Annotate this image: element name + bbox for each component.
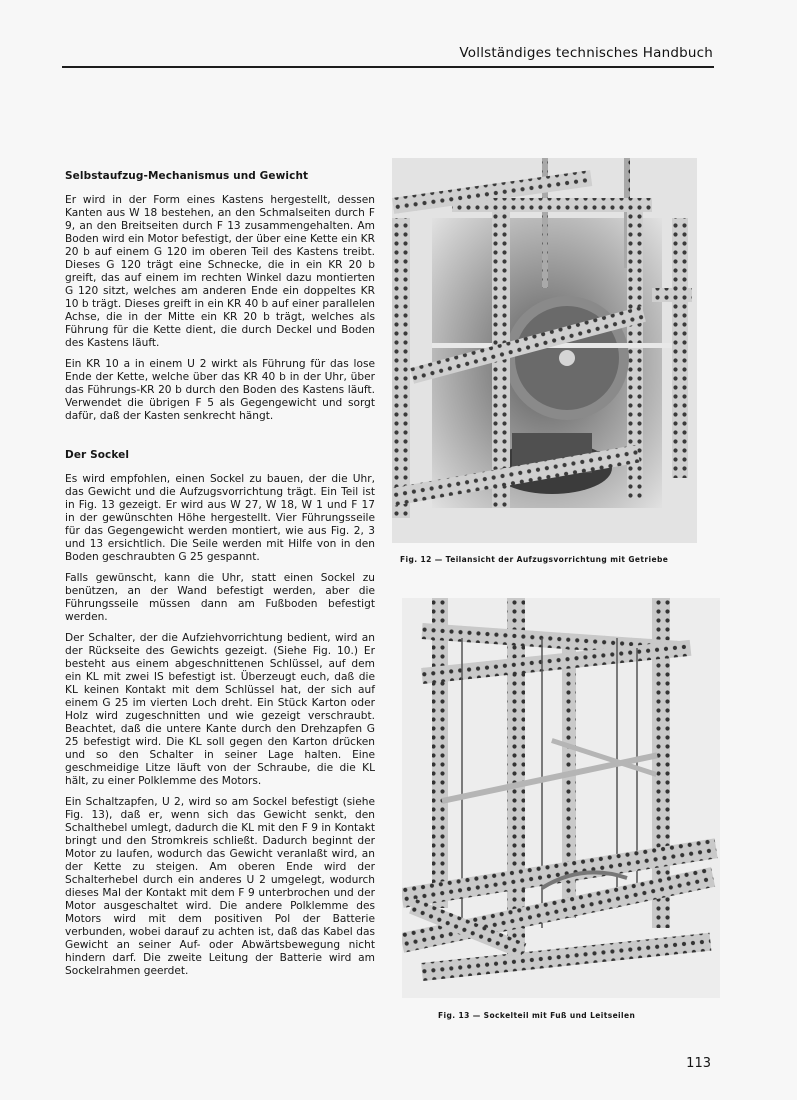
running-head-title: Vollständiges technisches Handbuch [459, 45, 713, 61]
page-number: 113 [686, 1056, 711, 1071]
paragraph: Er wird in der Form eines Kastens hergestellt, dessen Kanten aus W 18 bestehen, an den Schmalseiten durch F 9, an den Breitseiten durch F 13 zusammengehalten. Am Boden wird ein Motor befestigt, der über eine Kette ein KR 20 b auf einem G 120 im oberen Teil des Kastens treibt. Dieses G 120 trägt eine Schnecke, die in ein KR 20 b greift, das auf einem im rechten Winkel dazu montierten G 120 sitzt, welches am anderen Ende ein doppeltes KR 10 b trägt. Dieses greift in ein KR 40 b auf einer parallelen Achse, die in der Mitte ein KR 20 b trägt, welches als Führung für die Kette dient, die durch Deckel und Boden des Kastens läuft. [65, 194, 376, 349]
winding-mechanism-illustration [392, 158, 697, 543]
section-heading-base: Der Sockel [65, 449, 130, 461]
figure-13-caption: Fig. 13 — Sockelteil mit Fuß und Leitseilen [438, 1011, 636, 1020]
paragraph: Der Schalter, der die Aufziehvorrichtung bedient, wird an der Rückseite des Gewichts gezeigt. (Siehe Fig. 10.) Er besteht aus einem abgeschnittenen Schlüssel, auf dem ein KL mit zwei IS befestigt ist. Überzeugt euch, daß die KL keinen Kontakt mit dem Schlüssel hat, der sich auf einem G 25 im vierten Loch dreht. Ein Stück Karton oder Holz wird zugeschnitten und wie gezeigt verschraubt. Beachtet, daß die untere Kante durch den Drehzapfen G 25 befestigt wird. Die KL soll gegen den Karton drücken und so den Schalter in seiner Lage halten. Eine geschmeidige Litze läuft von der Schraube, die die KL hält, zu einer Polklemme des Motors. [65, 632, 375, 787]
figure-12-winding-mechanism-photo [392, 158, 697, 543]
paragraph: Ein Schaltzapfen, U 2, wird so am Sockel befestigt (siehe Fig. 13), daß er, wenn sich das Gewicht senkt, den Schalthebel umlegt, dadurch die KL mit den F 9 in Kontakt bringt und den Stromkreis schließt. Dadurch beginnt der Motor zu laufen, wodurch das Gewicht veranlaßt wird, an der Kette zu steigen. Am oberen Ende wird der Schalterhebel durch ein anderes U 2 umgelegt, wodurch dieses Mal der Kontakt mit dem F 9 unterbrochen und der Motor ausgeschaltet wird. Die andere Polklemme des Motors wird mit dem positiven Pol der Batterie verbunden, wobei darauf zu achten ist, daß das Kabel das Gewicht an seiner Auf- oder Abwärtsbewegung nicht hindern darf. Die zweite Leitung der Batterie wird am Sockelrahmen geerdet. [65, 796, 375, 977]
section-heading-mechanism: Selbstaufzug-Mechanismus und Gewicht [65, 170, 309, 182]
text-column [65, 170, 375, 986]
base-frame-illustration [402, 598, 720, 998]
figure-13-base-photo [402, 598, 720, 998]
figure-12-caption: Fig. 12 — Teilansicht der Aufzugsvorrichtung mit Getriebe [400, 555, 669, 564]
paragraph: Falls gewünscht, kann die Uhr, statt einen Sockel zu benützen, an der Wand befestigt werden, aber die Führungsseile müssen dann am Fußboden befestigt werden. [65, 572, 375, 623]
header-rule [62, 66, 714, 68]
paragraph: Es wird empfohlen, einen Sockel zu bauen, der die Uhr, das Gewicht und die Aufzugsvorrichtung trägt. Ein Teil ist in Fig. 13 gezeigt. Er wird aus W 27, W 18, W 1 und F 17 in der gewünschten Höhe hergestellt. Vier Führungsseile für das Gegengewicht werden montiert, wie aus Fig. 2, 3 und 13 ersichtlich. Die Seile werden mit Hilfe von in den Boden geschraubten G 25 gespannt. [65, 473, 375, 563]
paragraph: Ein KR 10 a in einem U 2 wirkt als Führung für das lose Ende der Kette, welche über das KR 40 b in der Uhr, über das Führungs-KR 20 b durch den Boden des Kastens läuft. Verwendet die übrigen F 5 als Gegengewicht und sorgt dafür, daß der Kasten senkrecht hängt. [65, 358, 375, 422]
